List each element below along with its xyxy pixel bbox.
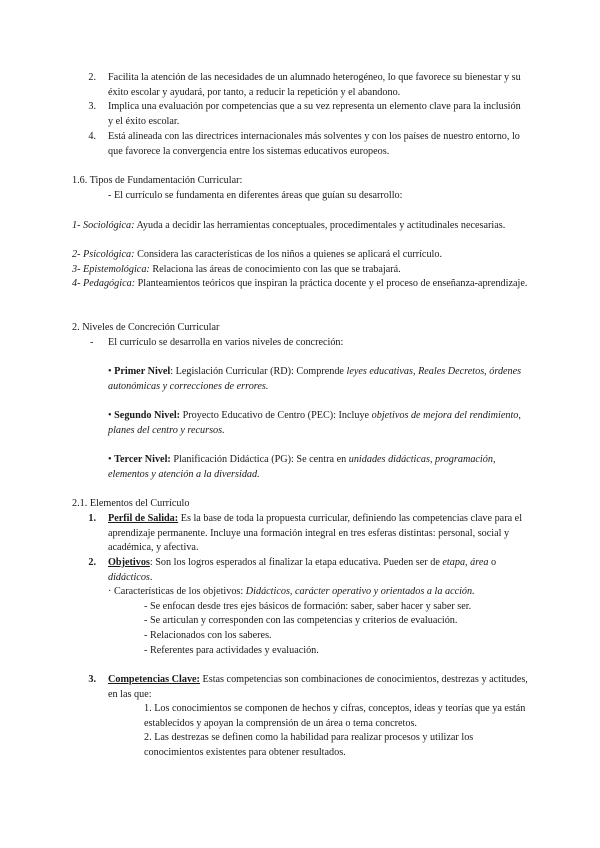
element-text: o [488, 557, 497, 568]
item-label: 2- Psicológica: [72, 249, 135, 260]
item-text: Planteamientos teóricos que inspiran la práctica docente y el proceso de enseñanza-aprendizaje. [135, 278, 528, 289]
section-heading: 2. Niveles de Concreción Curricular [72, 322, 220, 333]
list-number: 3. [88, 101, 96, 112]
list-number: 3. [88, 674, 96, 685]
fundamentation-item [72, 263, 528, 278]
characteristics-lead: · Características de los objetivos: [108, 586, 246, 597]
element-italic: etapa, área [442, 557, 489, 568]
level-italic: leyes educativas, Reales Decretos, órdenes autonómicas y correcciones de errores. [108, 366, 522, 392]
level-text: : Legislación Curricular (RD): Comprende [170, 366, 347, 377]
bullet-glyph: • [108, 366, 112, 377]
element-item [108, 673, 528, 702]
section-intro: - El currículo se fundamenta en diferentes áreas que guían su desarrollo: [108, 190, 403, 201]
characteristics-italic: Didácticos, carácter operativo y orientados a la acción. [245, 586, 475, 597]
bullet-glyph: • [108, 454, 112, 465]
element-italic: didácticos [108, 571, 150, 583]
list-number: 2. [88, 557, 96, 568]
level-italic: objetivos de mejora del rendimiento, planes del centro y recursos. [108, 410, 521, 436]
item-label: 4- Pedagógica: [72, 278, 136, 289]
element-text: : Son los logros esperados al finalizar la etapa educativa. Pueden ser de [149, 557, 443, 568]
item-text: Ayuda a decidir las herramientas conceptuales, procedimentales y actitudinales necesarias. [134, 220, 506, 231]
fundamentation-item [72, 277, 528, 292]
level-italic: unidades didácticas, programación, elementos y atención a la diversidad. [108, 454, 496, 480]
element-text: Es la base de toda la propuesta curricular, definiendo las competencias clave para el aprendizaje permanente. Incluye una formación integral en tres esferas distintas: personal, social y académica, y afectiva. [108, 513, 523, 554]
item-label: 1- Sociológica: [72, 220, 135, 231]
list-number: 4. [88, 131, 96, 142]
level-title: Tercer Nivel: [114, 454, 171, 465]
element-item [108, 512, 528, 556]
fundamentation-item [72, 248, 528, 263]
element-title: Competencias Clave: [108, 674, 200, 685]
element-text: Estas competencias son combinaciones de conocimientos, destrezas y actitudes, en las que: [108, 674, 528, 700]
list-number: 2. [88, 72, 96, 83]
competence-sub-item: 2. Las destrezas se definen como la habilidad para realizar procesos y utilizar los conocimientos existentes para obtener resultados. [144, 732, 474, 758]
competence-sub-item: 1. Los conocimientos se componen de hechos y cifras, conceptos, ideas y teorías que ya están establecidos y apoyan la comprensión de un área o tema concretos. [144, 703, 526, 729]
list-item-text: Está alineada con las directrices internacionales más solventes y con los países de nuestro entorno, lo que favorece la convergencia entre los sistemas educativos europeos. [108, 131, 520, 157]
level-item [108, 365, 528, 394]
list-item-text: Facilita la atención de las necesidades de un alumnado heterogéneo, lo que favorece su bienestar y su éxito escolar y ayudará, por tanto, a reducir la repetición y el abandono. [108, 72, 521, 98]
characteristics-line [108, 585, 528, 600]
element-title: Perfil de Salida: [108, 513, 179, 524]
bullet-dash: - [90, 337, 94, 348]
element-item [108, 556, 528, 585]
level-title: Segundo Nivel: [114, 410, 181, 421]
item-text: Relaciona las áreas de conocimiento con las que se trabajará. [149, 264, 401, 275]
sub-item: - Se enfocan desde tres ejes básicos de formación: saber, saber hacer y saber ser. [144, 601, 472, 612]
level-item [108, 453, 528, 482]
list-number: 1. [88, 513, 96, 524]
sub-item: - Se articulan y corresponden con las competencias y criterios de evaluación. [144, 615, 458, 626]
bullet-glyph: • [108, 410, 112, 421]
level-text: Planificación Didáctica (PG): Se centra en [170, 454, 349, 465]
bullet-text: El currículo se desarrolla en varios niveles de concreción: [108, 337, 344, 348]
sub-item: - Referentes para actividades y evaluación. [144, 645, 319, 656]
fundamentation-item [72, 219, 528, 234]
level-title: Primer Nivel [114, 366, 171, 377]
item-text: Considera las características de los niños a quienes se aplicará el currículo. [134, 249, 443, 260]
section-heading: 2.1. Elementos del Currículo [72, 498, 190, 509]
level-text: Proyecto Educativo de Centro (PEC): Incluye [180, 410, 372, 421]
sub-item: - Relacionados con los saberes. [144, 630, 272, 641]
level-item [108, 409, 528, 438]
element-text: . [149, 571, 153, 583]
item-label: 3- Epistemológica: [72, 264, 150, 275]
section-heading: 1.6. Tipos de Fundamentación Curricular: [72, 175, 243, 186]
element-title: Objetivos [108, 557, 150, 568]
list-item-text: Implica una evaluación por competencias que a su vez representa un elemento clave para la inclusión y el éxito escolar. [108, 101, 521, 127]
